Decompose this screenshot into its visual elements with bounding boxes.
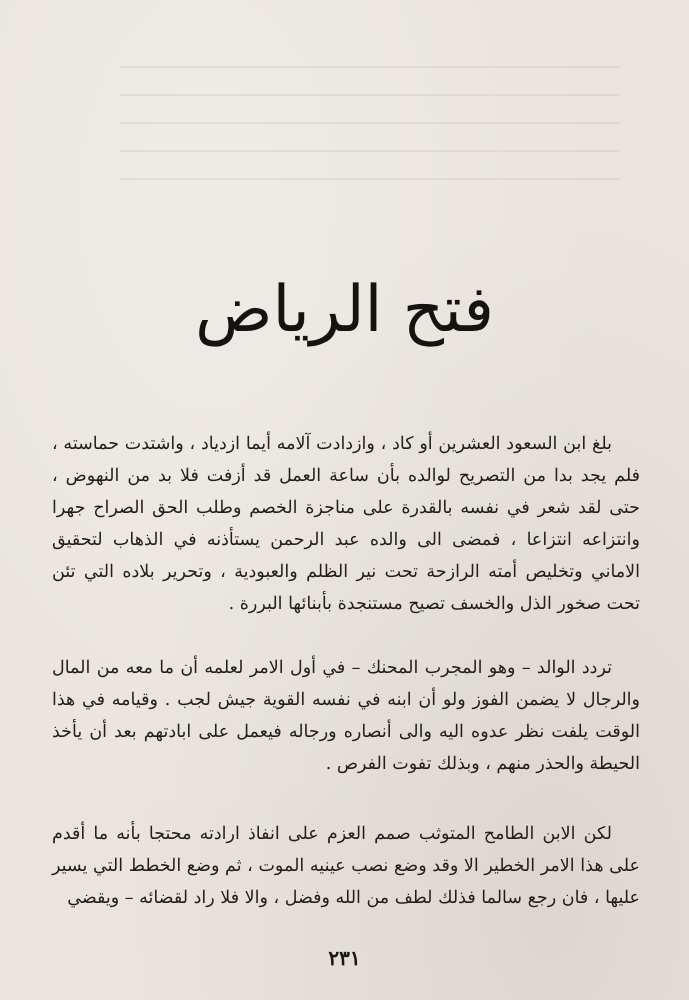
- paragraph-text: تردد الوالد – وهو المجرب المحنك – في أول الامر لعلمه أن ما معه من المال والرجال لا يضمن الفوز ولو أن ابنه في نفسه القوية جيش لجب . وقيامه في هذا الوقت يلفت نظر عدوه اليه والى أنصاره ورجاله فيعمل على ابادتهم بعد أن يأخذ الحيطة والحذر منهم ، وبذلك تفوت الفرص .: [52, 658, 640, 774]
- show-through-text: [120, 40, 620, 230]
- page-number: ٢٣١: [328, 946, 361, 970]
- paragraph-text: لكن الابن الطامح المتوثب صمم العزم على انفاذ ارادته محتجا بأنه ما أقدم على هذا الامر الخطير الا وقد وضع نصب عينيه الموت ، ثم وضع الخطط التي يسير عليها ، فان رجع سالما فذلك لطف من الله وفضل ، والا فلا راد لقضائه – ويقضي: [52, 824, 640, 908]
- paragraph-1: [52, 428, 640, 620]
- chapter-title-block: [0, 255, 689, 375]
- paragraph-2: [52, 652, 640, 780]
- paragraph-text: بلغ ابن السعود العشرين أو كاد ، وازدادت آلامه أيما ازدياد ، واشتدت حماسته ، فلم يجد بدا من التصريح لوالده بأن ساعة العمل قد أزفت فلا بد من النهوض ، حتى لقد شعر في نفسه بالقدرة على مناجزة الخصم وطلب الحق الصراح جهرا وانتزاعه انتزاعا ، فمضى الى والده عبد الرحمن يستأذنه في الذهاب لتحقيق الاماني وتخليص أمته الرازحة تحت نير الظلم والعبودية ، وتحرير بلاده التي تئن تحت صخور الذل والخسف تصيح مستنجدة بأبنائها البررة .: [52, 434, 640, 614]
- chapter-title: فتح الرياض: [195, 273, 494, 347]
- paragraph-3: [52, 818, 640, 914]
